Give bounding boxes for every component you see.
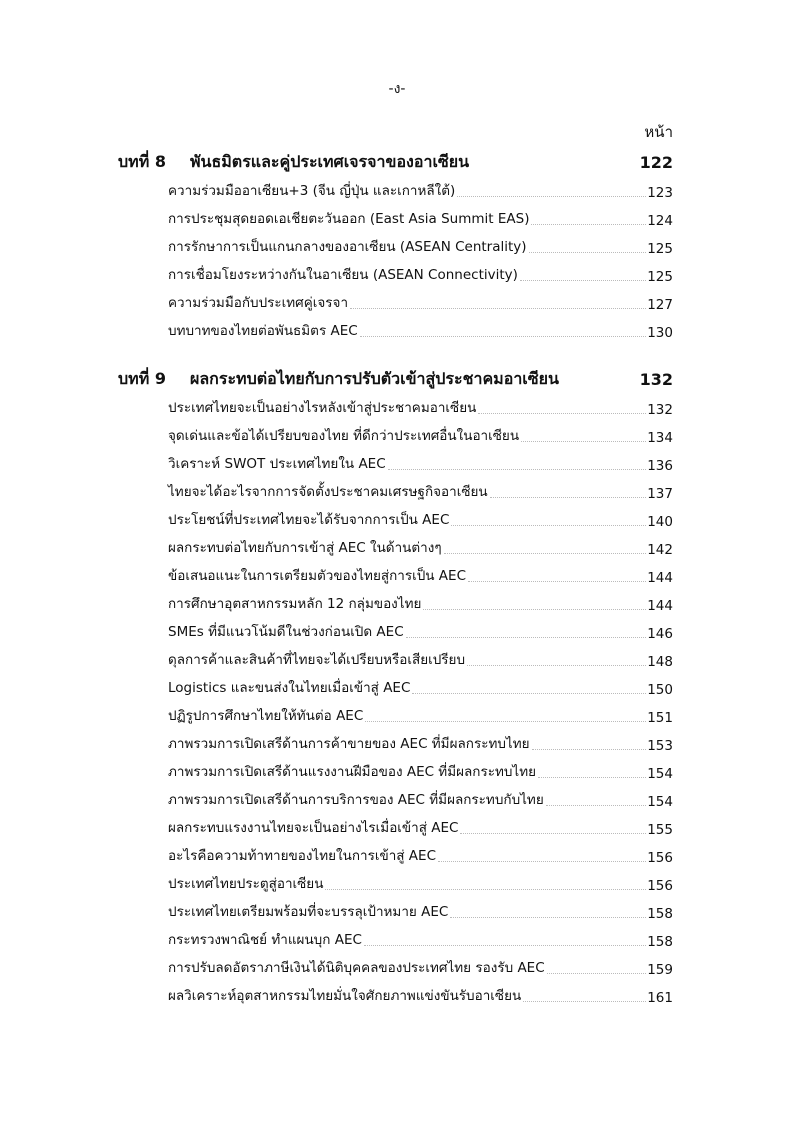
toc-entry-page: 144	[647, 598, 673, 614]
toc-entry-title: อะไรคือความท้าทายของไทยในการเข้าสู่ AEC	[168, 848, 436, 864]
toc-entry-page: 151	[647, 710, 673, 726]
toc-entry-page: 144	[647, 570, 673, 586]
toc-entry-page: 130	[647, 325, 673, 341]
dot-leader	[438, 861, 646, 862]
chapter-heading[interactable]	[118, 150, 673, 174]
dot-leader	[538, 777, 646, 778]
toc-entry-title: ผลกระทบแรงงานไทยจะเป็นอย่างไรเมื่อเข้าสู่ AEC	[168, 820, 459, 836]
toc-entry[interactable]	[168, 760, 673, 782]
toc-entry[interactable]	[168, 732, 673, 754]
toc-entry[interactable]	[168, 263, 673, 285]
toc-entry-title: ประเทศไทยประตูสู่อาเซียน	[168, 876, 324, 892]
chapter-title: พันธมิตรและคู่ประเทศเจรจาของอาเซียน	[190, 151, 470, 171]
toc-entry-page: 125	[647, 269, 673, 285]
toc-entry-page: 140	[647, 514, 673, 530]
toc-entry-page: 158	[647, 906, 673, 922]
toc-entry-page: 124	[647, 213, 673, 229]
toc-entry-title: การเชื่อมโยงระหว่างกันในอาเซียน (ASEAN Connectivity)	[168, 267, 518, 283]
toc-entry[interactable]	[168, 900, 673, 922]
toc-entry[interactable]	[168, 508, 673, 530]
toc-entry[interactable]	[168, 207, 673, 229]
page-column-header: หน้า	[644, 123, 673, 141]
toc-entry[interactable]	[168, 424, 673, 446]
toc-entry[interactable]	[168, 816, 673, 838]
dot-leader	[350, 308, 646, 309]
toc-entry-page: 125	[647, 241, 673, 257]
toc-entry[interactable]	[168, 872, 673, 894]
toc-entry-page: 156	[647, 850, 673, 866]
dot-leader	[364, 945, 646, 946]
toc-entry-page: 132	[647, 402, 673, 418]
toc-entry[interactable]	[168, 291, 673, 313]
toc-entry-page: 156	[647, 878, 673, 894]
toc-entry-page: 161	[647, 990, 673, 1006]
toc-entry-title: ความร่วมมืออาเซียน+3 (จีน ญี่ปุ่น และเกาหลีใต้)	[168, 183, 456, 199]
dot-leader	[523, 1001, 646, 1002]
dot-leader	[360, 336, 647, 337]
toc-entry-page: 142	[647, 542, 673, 558]
dot-leader	[520, 280, 646, 281]
toc-entry[interactable]	[168, 844, 673, 866]
toc-entry-page: 158	[647, 934, 673, 950]
toc-entry-title: ผลวิเคราะห์อุตสาหกรรมไทยมั่นใจศักยภาพแข่งขันรับอาเซียน	[168, 988, 522, 1004]
toc-entry-title: บทบาทของไทยต่อพันธมิตร AEC	[168, 323, 358, 339]
toc-entry[interactable]	[168, 235, 673, 257]
dot-leader	[468, 581, 646, 582]
dot-leader	[451, 525, 646, 526]
toc-entry-page: 159	[647, 962, 673, 978]
toc-entry-page: 154	[647, 794, 673, 810]
dot-leader	[547, 973, 647, 974]
toc-entry-page: 137	[647, 486, 673, 502]
toc-entry-title: SMEs ที่มีแนวโน้มดีในช่วงก่อนเปิด AEC	[168, 624, 404, 640]
dot-leader	[325, 889, 646, 890]
toc-entry[interactable]	[168, 676, 673, 698]
toc-entry-title: ผลกระทบต่อไทยกับการเข้าสู่ AEC ในด้านต่างๆ	[168, 540, 442, 556]
dot-leader	[490, 497, 647, 498]
toc-entry-title: ข้อเสนอแนะในการเตรียมตัวของไทยสู่การเป็น AEC	[168, 568, 466, 584]
toc-entry-page: 150	[647, 682, 673, 698]
toc-entry-title: ดุลการค้าและสินค้าที่ไทยจะได้เปรียบหรือเสียเปรียบ	[168, 652, 466, 668]
chapter-page: 132	[639, 369, 673, 389]
toc-entry-page: 123	[647, 185, 673, 201]
toc-entry-page: 153	[647, 738, 673, 754]
chapter-label: บทที่ 9	[118, 368, 166, 388]
chapter-label: บทที่ 8	[118, 151, 166, 171]
toc-entry[interactable]	[168, 480, 673, 502]
toc-entry-title: ภาพรวมการเปิดเสรีด้านการบริการของ AEC ที่มีผลกระทบกับไทย	[168, 792, 544, 808]
toc-entry-title: การปรับลดอัตราภาษีเงินได้นิติบุคคลของประเทศไทย รองรับ AEC	[168, 960, 545, 976]
toc-entry[interactable]	[168, 704, 673, 726]
toc-entry[interactable]	[168, 319, 673, 341]
dot-leader	[444, 553, 647, 554]
toc-entry-title: จุดเด่นและข้อได้เปรียบของไทย ที่ดีกว่าประเทศอื่นในอาเซียน	[168, 428, 520, 444]
toc-entry-title: การศึกษาอุตสาหกรรมหลัก 12 กลุ่มของไทย	[168, 596, 422, 612]
chapter-heading[interactable]	[118, 367, 673, 391]
dot-leader	[478, 413, 646, 414]
toc-entry-title: การประชุมสุดยอดเอเชียตะวันออก (East Asia Summit EAS)	[168, 211, 530, 227]
dot-leader	[450, 917, 646, 918]
dot-leader	[365, 721, 646, 722]
toc-entry[interactable]	[168, 592, 673, 614]
dot-leader	[412, 693, 646, 694]
dot-leader	[529, 252, 647, 253]
toc-entry[interactable]	[168, 179, 673, 201]
dot-leader	[467, 665, 646, 666]
toc-entry[interactable]	[168, 620, 673, 642]
toc-entry-page: 148	[647, 654, 673, 670]
toc-entry-title: ภาพรวมการเปิดเสรีด้านการค้าขายของ AEC ที่มีผลกระทบไทย	[168, 736, 530, 752]
dot-leader	[423, 609, 646, 610]
toc-entry-page: 127	[647, 297, 673, 313]
toc-entry-title: กระทรวงพาณิชย์ ทำแผนบุก AEC	[168, 932, 362, 948]
toc-entry[interactable]	[168, 928, 673, 950]
toc-entry-page: 154	[647, 766, 673, 782]
chapter-title: ผลกระทบต่อไทยกับการปรับตัวเข้าสู่ประชาคมอาเซียน	[190, 368, 559, 388]
toc-entry-page: 155	[647, 822, 673, 838]
dot-leader	[546, 805, 646, 806]
toc-entry-page: 134	[647, 430, 673, 446]
dot-leader	[406, 637, 647, 638]
dot-leader	[388, 469, 647, 470]
dot-leader	[531, 224, 646, 225]
dot-leader	[457, 196, 646, 197]
toc-entry-page: 146	[647, 626, 673, 642]
toc-entry[interactable]	[168, 452, 673, 474]
dot-leader	[521, 441, 646, 442]
toc-entry[interactable]	[168, 564, 673, 586]
toc-entry[interactable]	[168, 788, 673, 810]
toc-entry-title: ปฏิรูปการศึกษาไทยให้ทันต่อ AEC	[168, 708, 364, 724]
toc-entry[interactable]	[168, 396, 673, 418]
toc-entry-page: 136	[647, 458, 673, 474]
dot-leader	[532, 749, 647, 750]
toc-entry-title: Logistics และขนส่งในไทยเมื่อเข้าสู่ AEC	[168, 680, 411, 696]
toc-entry-title: ไทยจะได้อะไรจากการจัดตั้งประชาคมเศรษฐกิจอาเซียน	[168, 484, 488, 500]
toc-entry[interactable]	[168, 984, 673, 1006]
toc-entry-title: ประเทศไทยเตรียมพร้อมที่จะบรรลุเป้าหมาย AEC	[168, 904, 449, 920]
toc-entry-title: ประเทศไทยจะเป็นอย่างไรหลังเข้าสู่ประชาคมอาเซียน	[168, 400, 477, 416]
toc-entry[interactable]	[168, 536, 673, 558]
dot-leader	[460, 833, 646, 834]
toc-entry-title: ประโยชน์ที่ประเทศไทยจะได้รับจากการเป็น AEC	[168, 512, 450, 528]
toc-entry[interactable]	[168, 648, 673, 670]
toc-entry-title: วิเคราะห์ SWOT ประเทศไทยใน AEC	[168, 456, 386, 472]
page-number: -ง-	[388, 81, 406, 97]
chapter-page: 122	[639, 152, 673, 172]
toc-entry-title: การรักษาการเป็นแกนกลางของอาเซียน (ASEAN Centrality)	[168, 239, 527, 255]
toc-entry[interactable]	[168, 956, 673, 978]
toc-entry-title: ภาพรวมการเปิดเสรีด้านแรงงานฝีมือของ AEC ที่มีผลกระทบไทย	[168, 764, 537, 780]
toc-entry-title: ความร่วมมือกับประเทศคู่เจรจา	[168, 295, 349, 311]
